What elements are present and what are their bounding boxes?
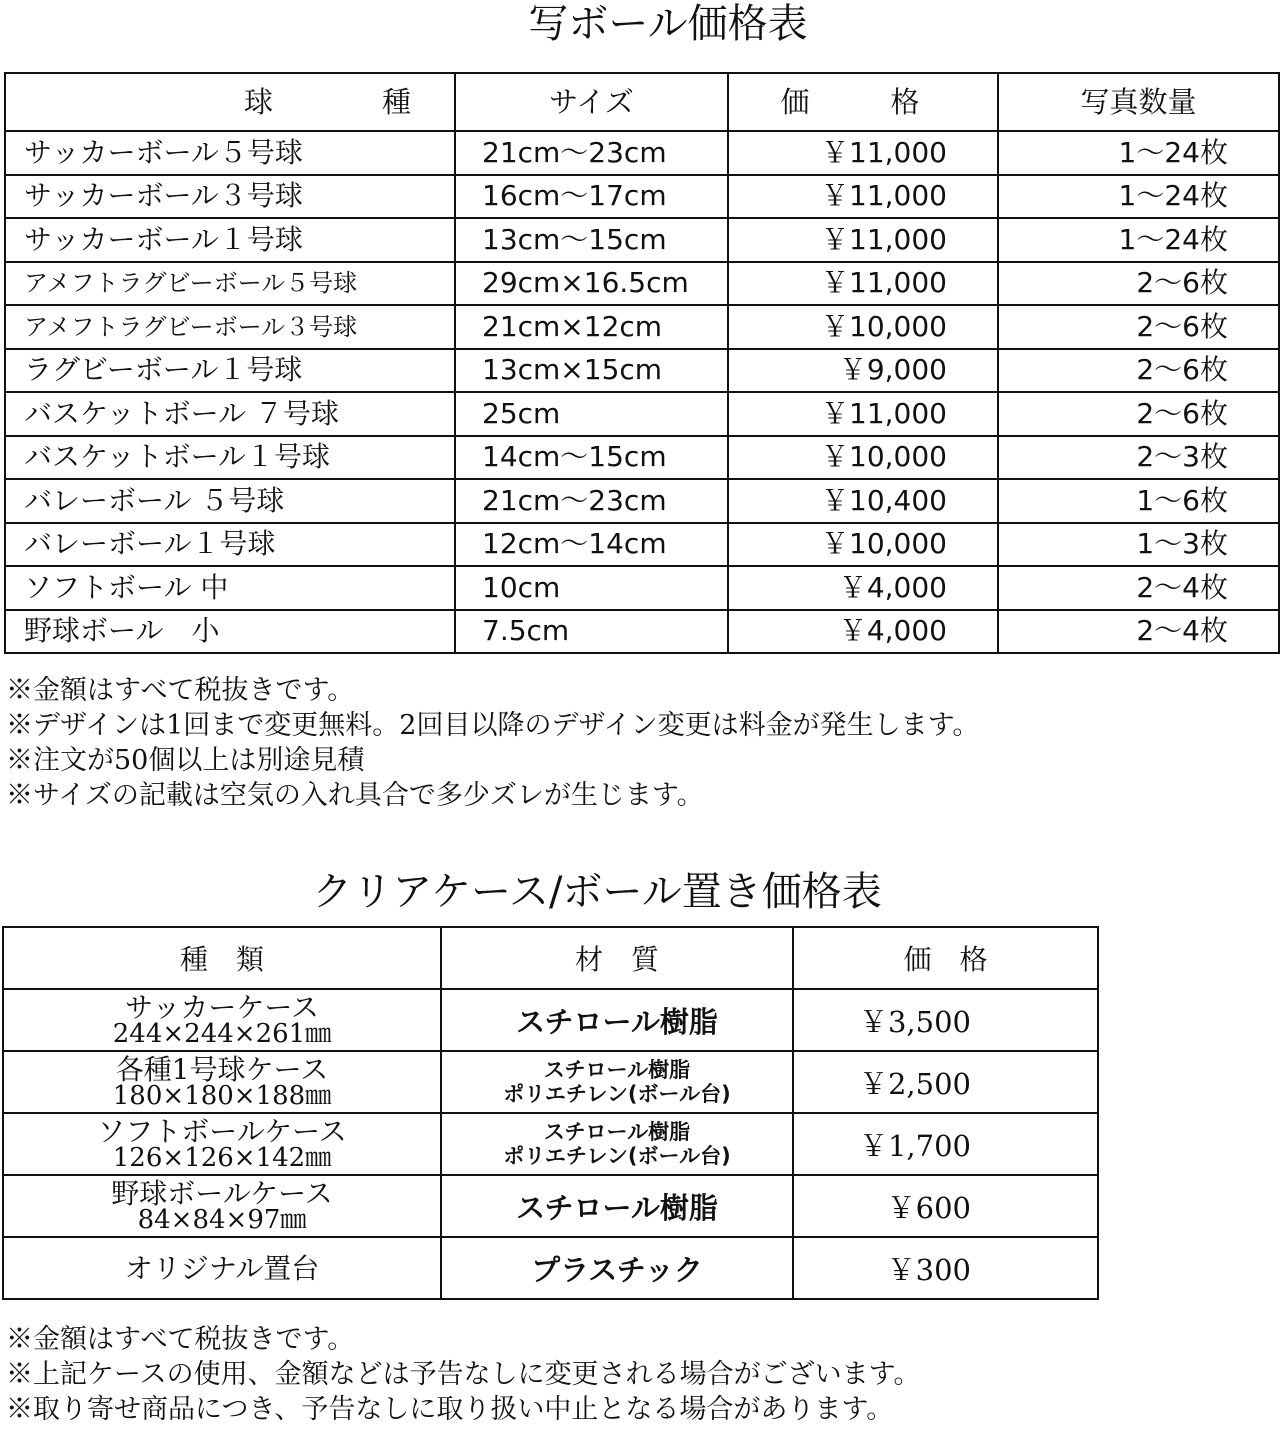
- header-price: 価 格: [728, 73, 998, 131]
- table-row: [5, 479, 1279, 523]
- photo-quantity: 2〜6枚: [998, 262, 1279, 306]
- ball-name: サッカーボール１号球: [5, 218, 455, 262]
- ball-size: 7.5cm: [455, 610, 728, 654]
- case-price-table-title: クリアケース/ボール置き価格表: [312, 869, 882, 915]
- ball-size: 13cm×15cm: [455, 349, 728, 393]
- ball-size: 29cm×16.5cm: [455, 262, 728, 306]
- table-row: [5, 523, 1279, 567]
- case-price: ￥3,500: [793, 989, 1098, 1051]
- photo-quantity: 1〜24枚: [998, 175, 1279, 219]
- photo-quantity: 2〜6枚: [998, 392, 1279, 436]
- ball-size: 25cm: [455, 392, 728, 436]
- ball-price-table: [4, 72, 1280, 654]
- ball-price: ￥10,400: [728, 479, 998, 523]
- header-ball-type: 球 種: [5, 73, 455, 131]
- photo-quantity: 2〜6枚: [998, 349, 1279, 393]
- table-row: [5, 175, 1279, 219]
- case-price: ￥2,500: [793, 1051, 1098, 1113]
- ball-price: ￥11,000: [728, 218, 998, 262]
- case-name-cell: [3, 1237, 441, 1299]
- table-row: [3, 1175, 1098, 1237]
- case-material: ポリエチレン(ボール台): [503, 1144, 731, 1168]
- case-material: ポリエチレン(ボール台): [503, 1082, 731, 1106]
- case-dimensions: 84×84×97㎜: [137, 1204, 307, 1235]
- note-line: ※取り寄せ商品につき、予告なしに取り扱い中止となる場合があります。: [6, 1394, 894, 1425]
- case-table-notes: [6, 1322, 921, 1427]
- case-name: 各種1号球ケース: [115, 1052, 329, 1086]
- header-case-price: 価 格: [793, 927, 1098, 989]
- ball-size: 14cm〜15cm: [455, 436, 728, 480]
- case-price-table: [2, 926, 1099, 1300]
- table-row: [5, 392, 1279, 436]
- case-material: プラスチック: [441, 1237, 793, 1299]
- header-photo-quantity: 写真数量: [998, 73, 1279, 131]
- ball-name: バスケットボール１号球: [5, 436, 455, 480]
- note-line: ※デザインは1回まで変更無料。2回目以降のデザイン変更は料金が発生します。: [6, 710, 980, 741]
- ball-price: ￥11,000: [728, 175, 998, 219]
- ball-table-header-row: [5, 73, 1279, 131]
- note-line: ※金額はすべて税抜きです。: [6, 675, 355, 706]
- case-name-cell: [3, 1113, 441, 1175]
- table-row: [5, 131, 1279, 175]
- ball-size: 16cm〜17cm: [455, 175, 728, 219]
- ball-name: ソフトボール 中: [5, 566, 455, 610]
- photo-quantity: 2〜6枚: [998, 305, 1279, 349]
- case-price: ￥1,700: [793, 1113, 1098, 1175]
- case-price: ￥300: [793, 1237, 1098, 1299]
- case-material: スチロール樹脂: [543, 1120, 691, 1144]
- table-row: [5, 566, 1279, 610]
- table-row: [5, 436, 1279, 480]
- case-material: スチロール樹脂: [441, 989, 793, 1051]
- case-name: ソフトボールケース: [97, 1114, 347, 1148]
- note-line: ※上記ケースの使用、金額などは予告なしに変更される場合がございます。: [6, 1359, 921, 1390]
- ball-name: アメフトラグビーボール３号球: [5, 305, 455, 349]
- table-row: [3, 1237, 1098, 1299]
- case-name: オリジナル置台: [124, 1251, 320, 1285]
- photo-quantity: 1〜6枚: [998, 479, 1279, 523]
- header-material: 材 質: [441, 927, 793, 989]
- table-row: [3, 1051, 1098, 1113]
- ball-name: 野球ボール 小: [5, 610, 455, 654]
- photo-quantity: 1〜24枚: [998, 218, 1279, 262]
- photo-quantity: 2〜3枚: [998, 436, 1279, 480]
- ball-size: 10cm: [455, 566, 728, 610]
- photo-quantity: 2〜4枚: [998, 610, 1279, 654]
- case-name: 野球ボールケース: [111, 1176, 333, 1210]
- photo-quantity: 1〜24枚: [998, 131, 1279, 175]
- table-row: [5, 610, 1279, 654]
- case-name-cell: [3, 1175, 441, 1237]
- case-material-cell: [441, 1113, 793, 1175]
- ball-price: ￥10,000: [728, 436, 998, 480]
- case-dimensions: 126×126×142㎜: [112, 1142, 332, 1173]
- table-row: [5, 305, 1279, 349]
- ball-price: ￥4,000: [728, 610, 998, 654]
- table-row: [5, 218, 1279, 262]
- ball-price-table-title: 写ボール価格表: [528, 1, 808, 47]
- photo-quantity: 2〜4枚: [998, 566, 1279, 610]
- case-dimensions: 180×180×188㎜: [112, 1080, 332, 1111]
- case-price: ￥600: [793, 1175, 1098, 1237]
- header-case-type: 種 類: [3, 927, 441, 989]
- case-material-cell: [441, 1051, 793, 1113]
- ball-size: 21cm×12cm: [455, 305, 728, 349]
- ball-name: サッカーボール３号球: [5, 175, 455, 219]
- note-line: ※注文が50個以上は別途見積: [6, 745, 365, 776]
- table-row: [3, 989, 1098, 1051]
- case-dimensions: 244×244×261㎜: [112, 1018, 332, 1049]
- ball-price: ￥10,000: [728, 523, 998, 567]
- table-row: [3, 1113, 1098, 1175]
- case-material: スチロール樹脂: [441, 1175, 793, 1237]
- ball-name: サッカーボール５号球: [5, 131, 455, 175]
- header-size: サイズ: [455, 73, 728, 131]
- ball-table-notes: [6, 673, 979, 813]
- photo-quantity: 1〜3枚: [998, 523, 1279, 567]
- ball-size: 21cm〜23cm: [455, 131, 728, 175]
- ball-price: ￥9,000: [728, 349, 998, 393]
- ball-name: バスケットボール ７号球: [5, 392, 455, 436]
- case-name-cell: [3, 1051, 441, 1113]
- ball-size: 13cm〜15cm: [455, 218, 728, 262]
- ball-size: 12cm〜14cm: [455, 523, 728, 567]
- ball-price: ￥11,000: [728, 131, 998, 175]
- ball-price: ￥10,000: [728, 305, 998, 349]
- case-material: スチロール樹脂: [543, 1058, 691, 1082]
- ball-size: 21cm〜23cm: [455, 479, 728, 523]
- ball-name: アメフトラグビーボール５号球: [5, 262, 455, 306]
- table-row: [5, 262, 1279, 306]
- case-table-header-row: [3, 927, 1098, 989]
- note-line: ※金額はすべて税抜きです。: [6, 1324, 355, 1355]
- ball-price: ￥11,000: [728, 392, 998, 436]
- ball-name: バレーボール ５号球: [5, 479, 455, 523]
- note-line: ※サイズの記載は空気の入れ具合で多少ズレが生じます。: [6, 780, 704, 811]
- ball-price: ￥11,000: [728, 262, 998, 306]
- case-name: サッカーケース: [124, 990, 320, 1024]
- ball-name: ラグビーボール１号球: [5, 349, 455, 393]
- ball-name: バレーボール１号球: [5, 523, 455, 567]
- ball-price: ￥4,000: [728, 566, 998, 610]
- table-row: [5, 349, 1279, 393]
- case-name-cell: [3, 989, 441, 1051]
